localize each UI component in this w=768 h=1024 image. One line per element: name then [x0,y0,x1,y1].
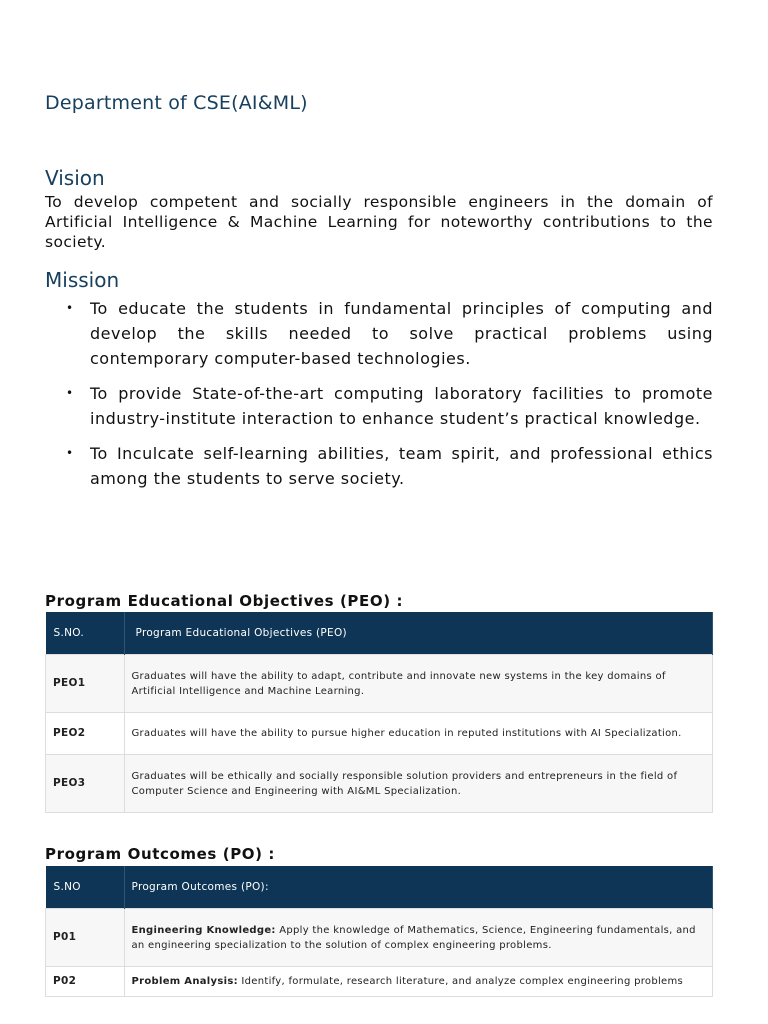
po-title: Problem Analysis: [131,976,238,987]
po-text: Identify, formulate, research literature, and analyze complex engineering problems [237,976,684,987]
po-code: P01 [46,909,125,967]
peo-col-sno: S.NO. [46,612,125,655]
po-col-desc: Program Outcomes (PO): [124,866,713,909]
mission-item [45,381,713,431]
peo-code: PEO3 [46,755,125,813]
peo-table [45,612,713,813]
po-table [45,866,713,997]
peo-text: Graduates will have the ability to pursue higher education in reputed institutions with AI Specialization. [124,713,713,755]
peo-header-row [46,612,713,655]
vision-heading: Vision [45,166,105,190]
peo-text: Graduates will have the ability to adapt, contribute and innovate new systems in the key domains of Artificial Intelligence and Machine Learning. [124,655,713,713]
po-text: Apply the knowledge of Mathematics, Science, Engineering fundamentals, and an engineering specialization to the solution of complex engineering problems. [131,924,696,951]
mission-item-text: To educate the students in fundamental principles of computing and develop the skills needed to solve practical problems using contemporary computer-based technologies. [90,299,713,368]
mission-item-text: To provide State-of-the-art computing laboratory facilities to promote industry-institute interaction to enhance student’s practical knowledge. [90,384,713,428]
table-row [46,655,713,713]
mission-item-text: To Inculcate self-learning abilities, team spirit, and professional ethics among the students to serve society. [90,444,713,488]
po-code: P02 [46,967,125,997]
department-title: Department of CSE(AI&ML) [45,92,308,114]
vision-text: To develop competent and socially responsible engineers in the domain of Artificial Intelligence & Machine Learning for noteworthy contributions to the society. [45,193,713,251]
peo-col-desc: Program Educational Objectives (PEO) [124,612,713,655]
peo-code: PEO2 [46,713,125,755]
peo-text: Graduates will be ethically and socially responsible solution providers and entrepreneurs in the field of Computer Science and Engineering with AI&ML Specialization. [124,755,713,813]
bullet-icon: • [66,301,74,315]
bullet-icon: • [66,386,74,400]
mission-item [45,296,713,371]
po-heading: Program Outcomes (PO) : [45,845,276,863]
table-row [46,909,713,967]
table-row [46,967,713,997]
table-row [46,713,713,755]
table-row [46,755,713,813]
po-title: Engineering Knowledge: [131,924,276,936]
peo-code: PEO1 [46,655,125,713]
po-col-sno: S.NO [46,866,125,909]
mission-item [45,441,713,491]
bullet-icon: • [66,446,74,460]
mission-list [45,296,713,501]
po-cell [124,909,713,967]
peo-heading: Program Educational Objectives (PEO) : [45,592,404,610]
po-cell [124,967,713,997]
po-header-row [46,866,713,909]
mission-heading: Mission [45,268,120,292]
